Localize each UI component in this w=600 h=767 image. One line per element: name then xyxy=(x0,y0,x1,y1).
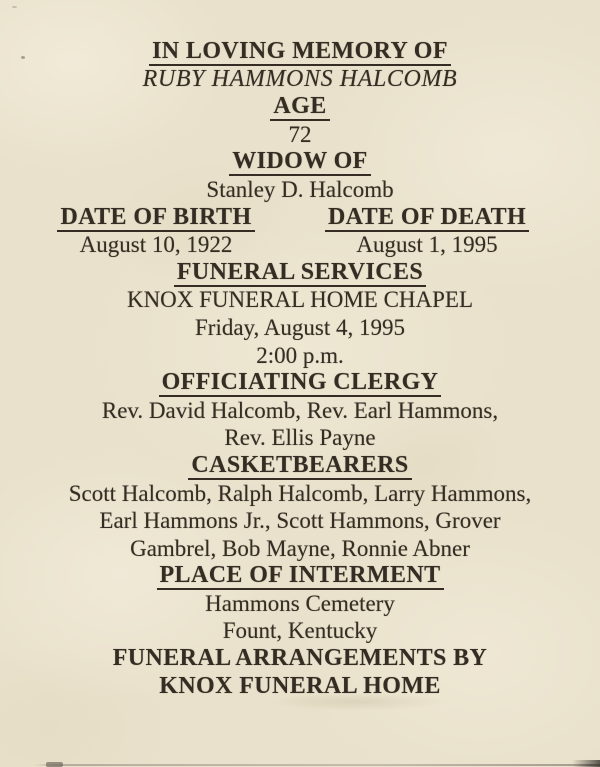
arrangements-line-2: KNOX FUNERAL HOME xyxy=(159,672,441,699)
scan-edge-blob xyxy=(46,762,63,767)
funeral-services-label: FUNERAL SERVICES xyxy=(174,260,426,287)
clergy-heading xyxy=(0,369,600,397)
interment-label: PLACE OF INTERMENT xyxy=(157,563,444,590)
casketbearers-line-2: Earl Hammons Jr., Scott Hammons, Grover xyxy=(99,508,501,534)
funeral-services-time: 2:00 p.m. xyxy=(256,342,344,368)
scan-speck xyxy=(21,56,25,59)
birth-heading xyxy=(0,204,300,232)
interment-heading xyxy=(0,562,600,590)
interment-cemetery: Hammons Cemetery xyxy=(205,590,395,616)
age-label: AGE xyxy=(270,94,329,121)
scan-corner-mark xyxy=(572,760,600,767)
birth-label: DATE OF BIRTH xyxy=(57,205,254,232)
casketbearers-heading xyxy=(0,452,600,480)
funeral-services-date: Friday, August 4, 1995 xyxy=(195,314,405,340)
widow-value: Stanley D. Halcomb xyxy=(206,176,394,202)
interment-town: Fount, Kentucky xyxy=(222,618,378,644)
clergy-line-1: Rev. David Halcomb, Rev. Earl Hammons, xyxy=(101,397,499,423)
clergy-label: OFFICIATING CLERGY xyxy=(159,370,442,397)
casketbearers-label: CASKETBEARERS xyxy=(188,453,411,480)
death-label: DATE OF DEATH xyxy=(325,205,529,232)
funeral-services-location: KNOX FUNERAL HOME CHAPEL xyxy=(126,287,474,313)
death-heading xyxy=(300,204,600,232)
dates-value-row xyxy=(0,231,600,259)
birth-value: August 10, 1922 xyxy=(79,232,233,258)
title-heading xyxy=(0,38,600,66)
widow-label: WIDOW OF xyxy=(229,149,370,176)
scan-bottom-edge-shadow xyxy=(34,764,600,766)
deceased-name: RUBY HAMMONS HALCOMB xyxy=(142,65,458,92)
widow-heading xyxy=(0,148,600,176)
funeral-services-heading xyxy=(0,259,600,287)
scan-speck xyxy=(12,6,17,8)
arrangements-line-1: FUNERAL ARRANGEMENTS BY xyxy=(112,645,488,672)
title-text: IN LOVING MEMORY OF xyxy=(149,39,451,66)
dates-heading-row xyxy=(0,204,600,232)
casketbearers-line-1: Scott Halcomb, Ralph Halcomb, Larry Hammons, xyxy=(68,480,532,506)
age-value: 72 xyxy=(288,121,312,147)
age-heading xyxy=(0,93,600,121)
casketbearers-line-3: Gambrel, Bob Mayne, Ronnie Abner xyxy=(130,535,470,561)
clergy-line-2: Rev. Ellis Payne xyxy=(224,425,376,451)
death-value: August 1, 1995 xyxy=(356,232,498,258)
